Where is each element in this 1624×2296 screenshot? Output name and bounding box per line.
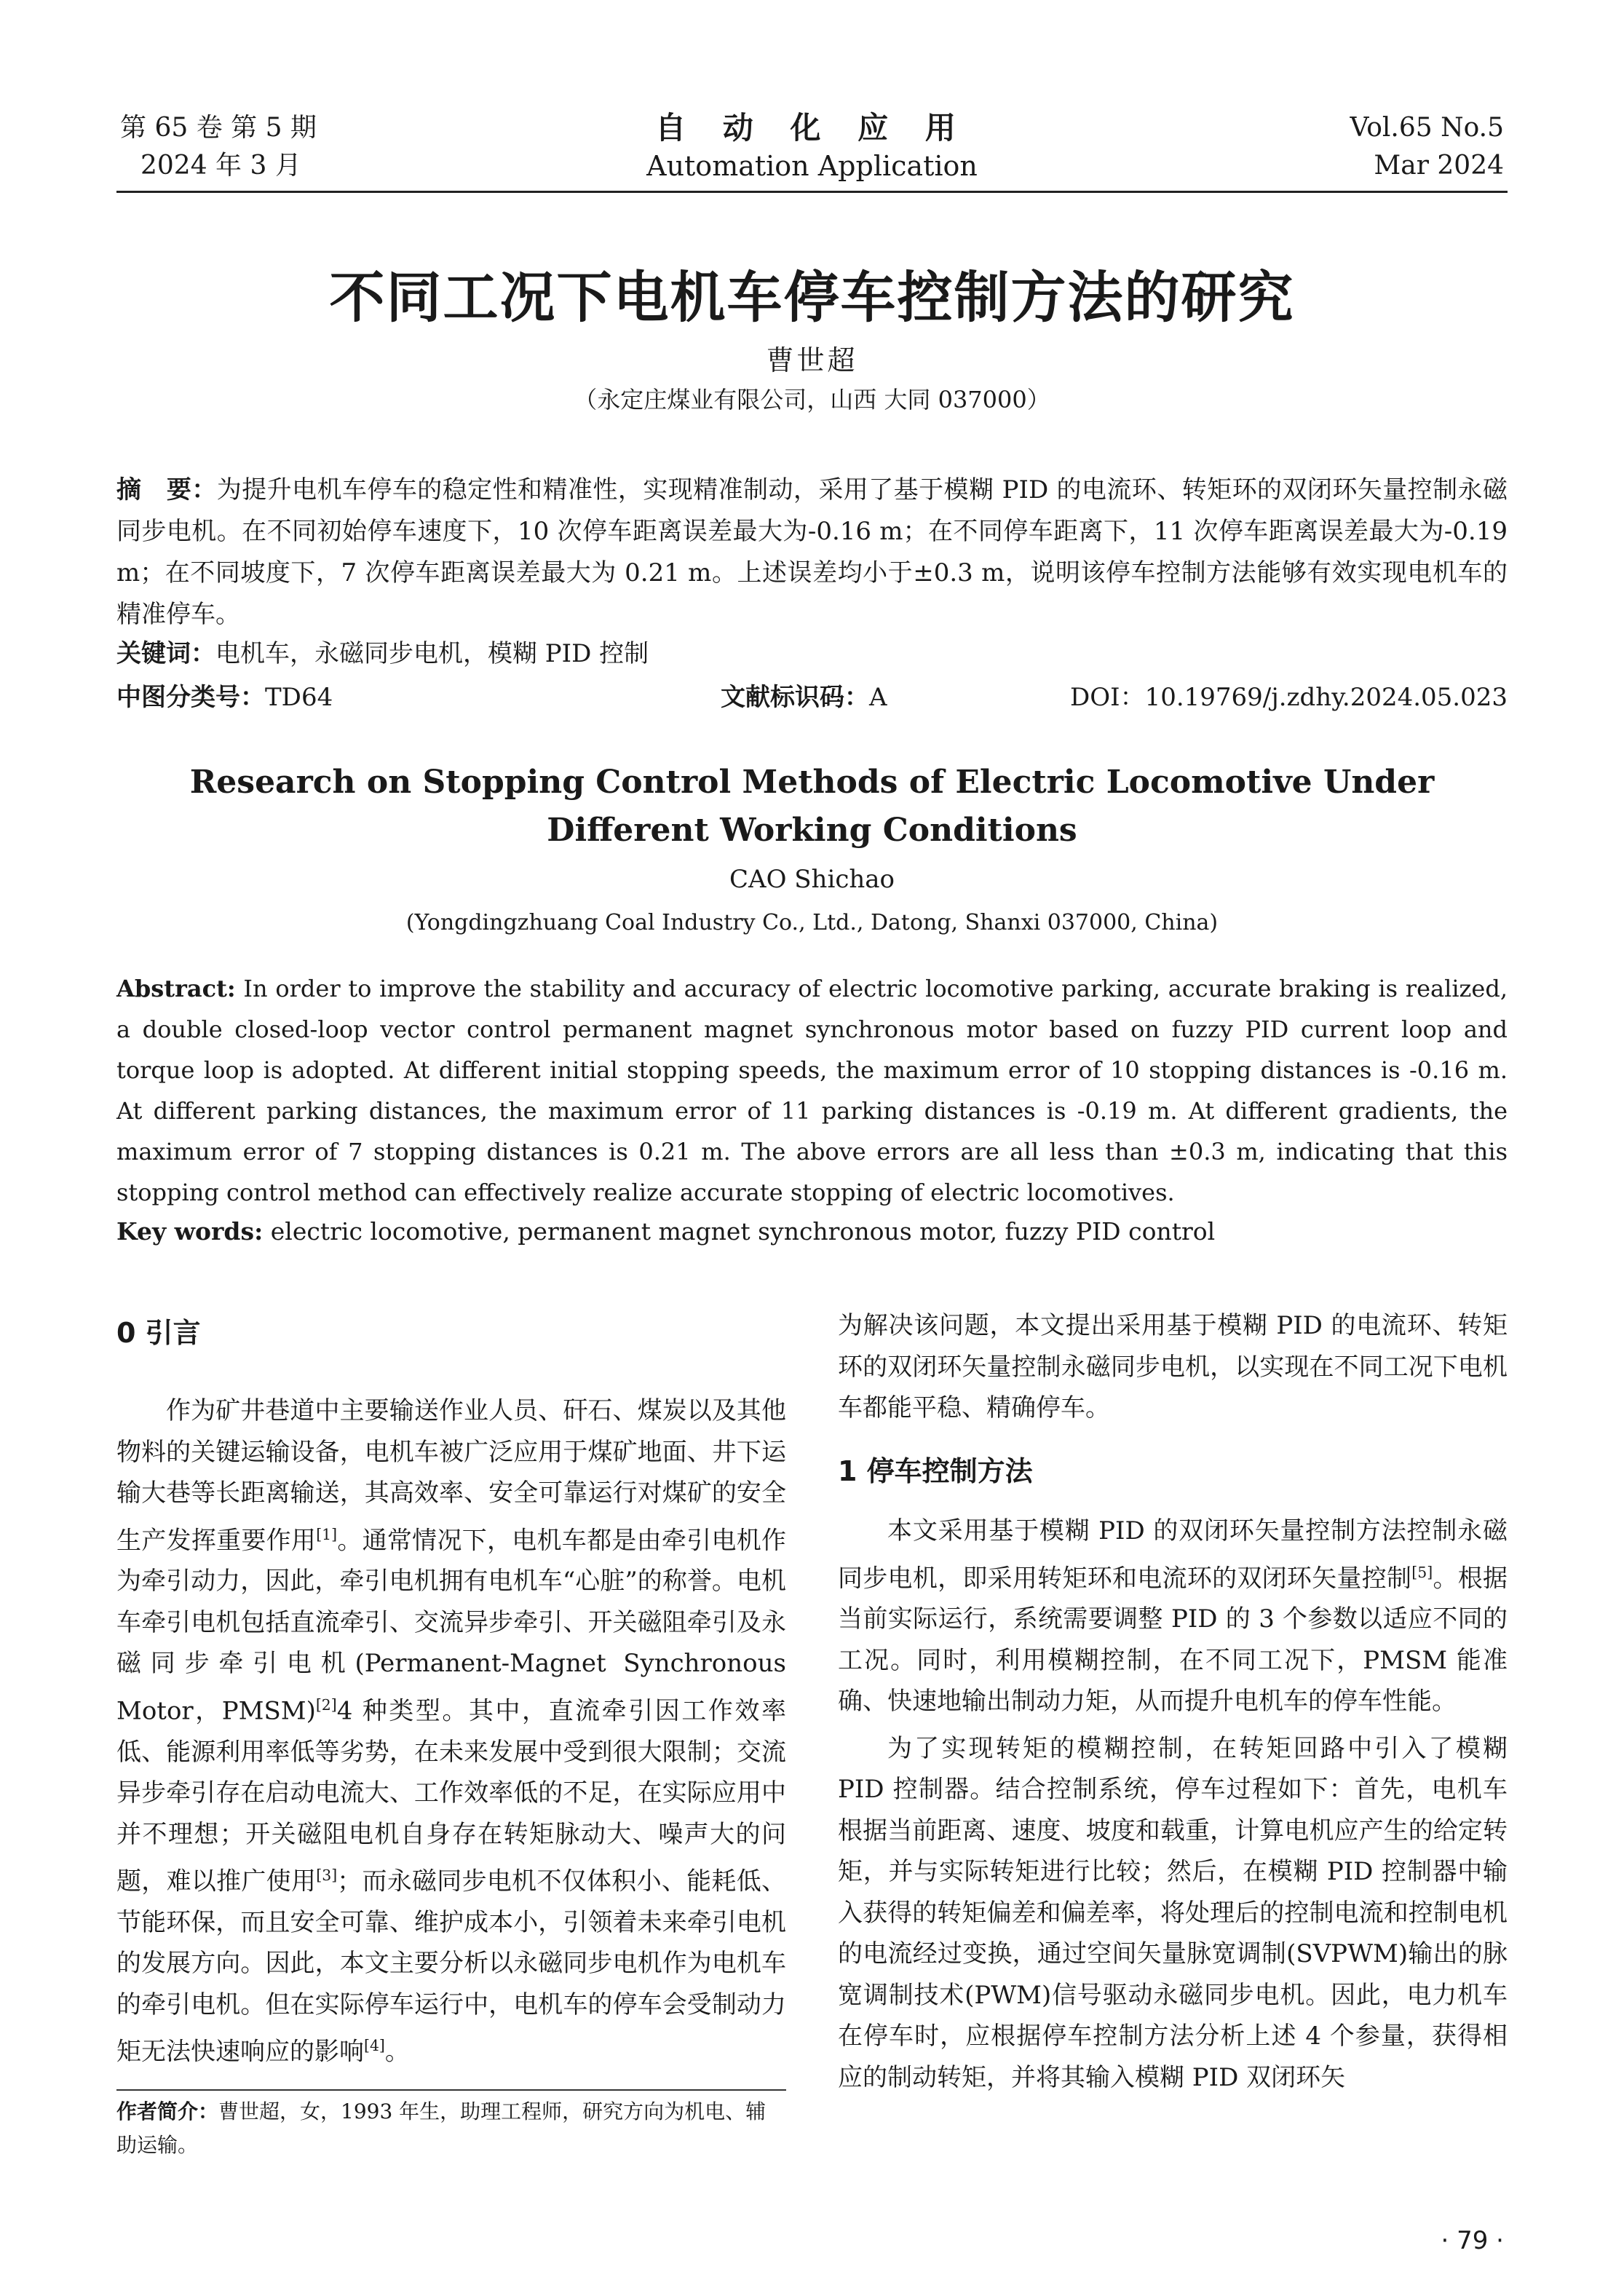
affiliation-en: (Yongdingzhuang Coal Industry Co., Ltd., Datong, Shanxi 037000, China): [405, 910, 1219, 935]
title-cn: 不同工况下电机车停车控制方法的研究: [329, 265, 1295, 330]
doc-code-value: A: [869, 683, 887, 712]
doc-code-block: [721, 678, 887, 716]
title-en-line2: Different Working Conditions: [547, 812, 1077, 849]
para-text: 。: [384, 2037, 410, 2067]
section-0-title: 0 引言: [116, 1317, 201, 1349]
clc-value: TD64: [265, 683, 333, 712]
right-column-body: [838, 1511, 1508, 2098]
abstract-en-text: In order to improve the stability and accuracy of electric locomotive parking, accurate braking is realized, a double closed-loop vector control permanent magnet synchronous motor based on fuzzy PID current loop and torque loop is adopted. At different initial stopping speeds, the maximum error of 10 stopping distances is -0.16 m. At different parking distances, the maximum error of 11 parking distances is -0.19 m. At different gradients, the maximum error of 7 stopping distances is 0.21 m. The above errors are all less than ±0.3 m, indicating that this stopping control method can effectively realize accurate stopping of electric locomotives.: [116, 975, 1508, 1206]
header-journal-en: Automation Application: [646, 150, 978, 182]
section-0-paragraph-1: [116, 1390, 786, 2073]
keywords-en-label: Key words:: [116, 1217, 264, 1246]
para-text: 。根据当前实际运行，系统需要调整 PID 的 3 个参数以适应不同的工况。同时，利用模糊控制，在不同工况下，PMSM 能准确、快速地输出制动力矩，从而提升电机车的停车性能。: [838, 1563, 1508, 1717]
citation-ref[interactable]: [5]: [1411, 1563, 1433, 1581]
footnote-text: 曹世超，女，1993 年生，助理工程师，研究方向为机电、辅助运输。: [116, 2099, 767, 2157]
para-text: 。通常情况下，电机车都是由牵引电机作为牵引动力，因此，牵引电机拥有电机车“心脏”的称誉。电机车牵引电机包括直流牵引、交流异步牵引、开关磁阻牵引及永磁同步牵引电机(Permanent-Magnet Synchronous Motor，PMSM): [116, 1525, 786, 1726]
section-0-paragraph-continuation: 为解决该问题，本文提出采用基于模糊 PID 的电流环、转矩环的双闭环矢量控制永磁同步电机，以实现在不同工况下电机车都能平稳、精确停车。: [838, 1311, 1508, 1422]
author-en: CAO Shichao: [729, 865, 895, 894]
author-cn: 曹世超: [766, 344, 858, 376]
clc-block: [116, 683, 333, 712]
left-column: [116, 1390, 786, 2073]
section-1-title: 1 停车控制方法: [838, 1455, 1033, 1487]
header-rule: [116, 191, 1508, 193]
abstract-en: [116, 968, 1508, 1213]
keywords-en-text: electric locomotive, permanent magnet synchronous motor, fuzzy PID control: [263, 1217, 1216, 1246]
classification-row: [116, 678, 1508, 716]
page-number: · 79 ·: [1441, 2226, 1504, 2255]
abstract-cn-text: 为提升电机车停车的稳定性和精准性，实现精准制动，采用了基于模糊 PID 的电流环、转矩环的双闭环矢量控制永磁同步电机。在不同初始停车速度下，10 次停车距离误差最大为-0.16 m；在不同停车距离下，11 次停车距离误差最大为-0.19 m；在不同坡度下，7 次停车距离误差最大为 0.21 m。上述误差均小于±0.3 m，说明该停车控制方法能够有效实现电机车的精准停车。: [116, 475, 1508, 629]
footnote-rule: [116, 2089, 786, 2091]
abstract-en-label: Abstract:: [116, 975, 236, 1002]
title-en-line1: Research on Stopping Control Methods of Electric Locomotive Under: [189, 764, 1435, 801]
header-volume-en-block: [1350, 109, 1504, 185]
para-text: ；而永磁同步电机不仅体积小、能耗低、节能环保，而且安全可靠、维护成本小，引领着未来牵引电机的发展方向。因此，本文主要分析以永磁同步电机作为电机车的牵引电机。但在实际停车运行中，电机车的停车会受制动力矩无法快速响应的影响: [116, 1867, 787, 2067]
citation-ref[interactable]: [2]: [315, 1695, 337, 1714]
para-text: 本文采用基于模糊 PID 的双闭环矢量控制方法控制永磁同步电机，即采用转矩环和电流环的双闭环矢量控制: [838, 1516, 1508, 1593]
keywords-cn-label: 关键词：: [116, 639, 215, 668]
author-footnote: [116, 2095, 786, 2162]
section-1-paragraph-1: [838, 1511, 1508, 1722]
citation-ref[interactable]: [3]: [316, 1867, 338, 1885]
affiliation-cn: （永定庄煤业有限公司，山西 大同 037000）: [574, 386, 1050, 413]
abstract-cn-label: 摘 要：: [116, 475, 217, 504]
para-text: 作为矿井巷道中主要输送作业人员、矸石、煤炭以及其他物料的关键运输设备，电机车被广泛应用于煤矿地面、井下运输大巷等长距离输送，其高效率、安全可靠运行对煤矿的安全生产发挥重要作用: [116, 1396, 786, 1555]
header-volume-cn: 第 65 卷 第 5 期: [120, 113, 317, 143]
doi: DOI：10.19769/j.zdhy.2024.05.023: [1070, 683, 1508, 712]
keywords-cn-text: 电机车，永磁同步电机，模糊 PID 控制: [215, 639, 649, 668]
right-column-top: [838, 1305, 1508, 1429]
header-journal-cn: 自 动 化 应 用: [655, 110, 969, 146]
section-1-paragraph-2: 为了实现转矩的模糊控制，在转矩回路中引入了模糊 PID 控制器。结合控制系统，停车过程如下：首先，电机车根据当前距离、速度、坡度和载重，计算电机应产生的给定转矩，并与实际转矩进行比较；然后，在模糊 PID 控制器中输入获得的转矩偏差和偏差率，将处理后的控制电流和控制电机的电流经过变换，通过空间矢量脉宽调制(SVPWM)输出的脉宽调制技术(PWM)信号驱动永磁同步电机。因此，电力机车在停车时，应根据停车控制方法分析上述 4 个参量，获得相应的制动转矩，并将其输入模糊 PID 双闭环矢: [838, 1733, 1508, 2092]
keywords-cn: [116, 635, 649, 673]
citation-ref[interactable]: [1]: [316, 1525, 338, 1543]
doc-code-label: 文献标识码：: [721, 683, 869, 712]
header-date-cn: 2024 年 3 月: [140, 151, 301, 181]
abstract-cn: [116, 470, 1508, 636]
header-date-en: Mar 2024: [1374, 151, 1504, 181]
title-en: [0, 759, 1624, 855]
clc-label: 中图分类号：: [116, 683, 265, 712]
para-text: 4 种类型。其中，直流牵引因工作效率低、能源利用率低等劣势，在未来发展中受到很大限制；交流异步牵引存在启动电流大、工作效率低的不足，在实际应用中并不理想；开关磁阻电机自身存在转矩脉动大、噪声大的问题，难以推广使用: [116, 1696, 786, 1896]
keywords-en: [116, 1213, 1215, 1251]
citation-ref[interactable]: [4]: [364, 2037, 385, 2055]
header-volume-en: Vol.65 No.5: [1350, 113, 1504, 143]
footnote-label: 作者简介：: [116, 2099, 219, 2123]
